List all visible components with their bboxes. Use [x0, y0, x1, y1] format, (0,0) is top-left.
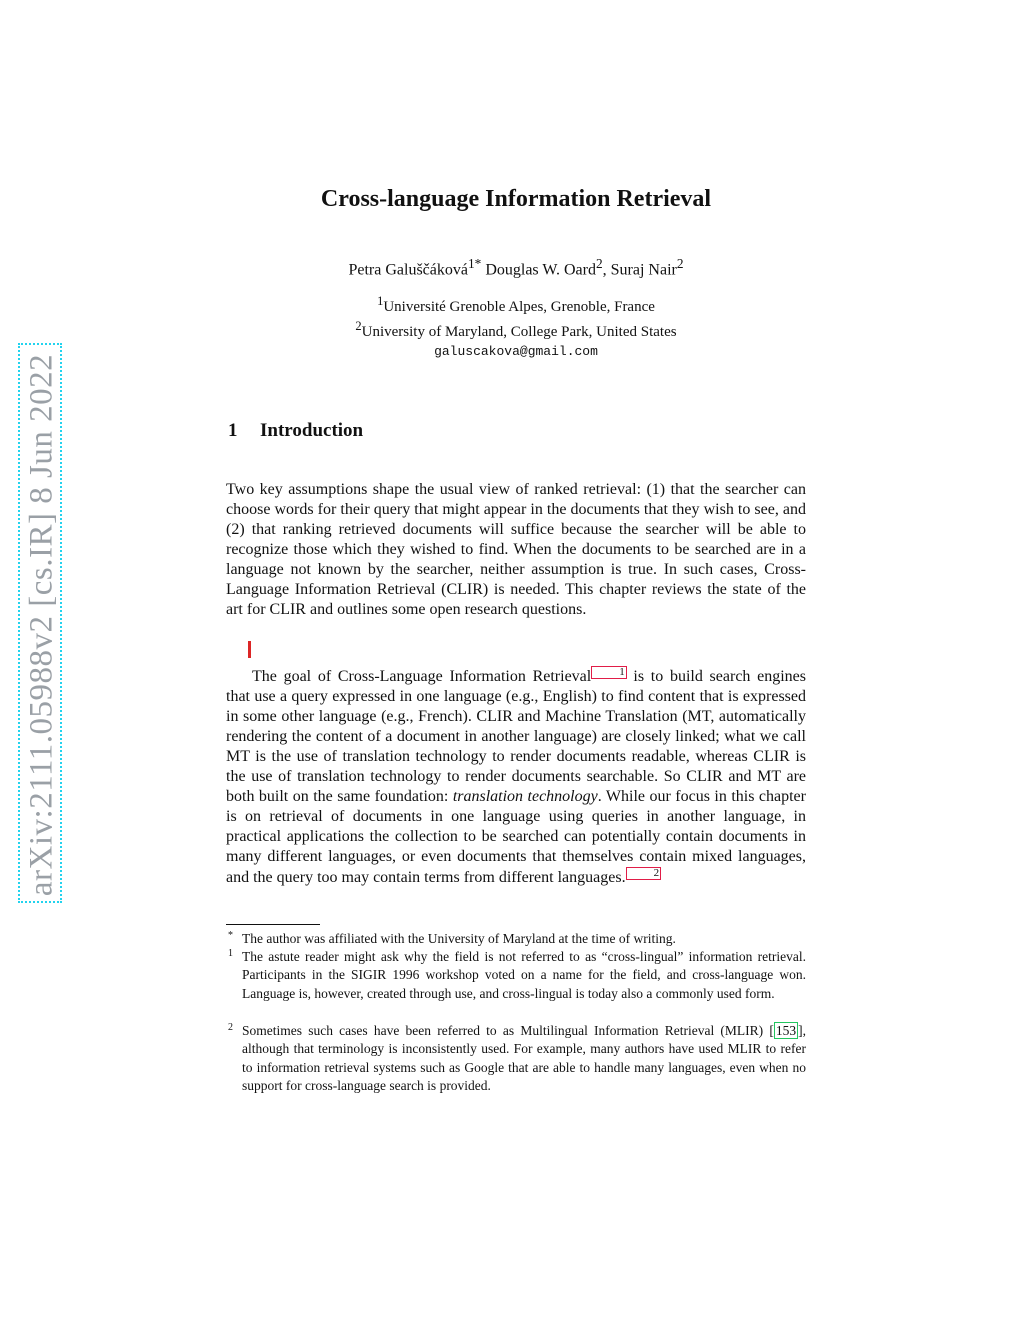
citation-link[interactable]: 153	[775, 1023, 797, 1038]
footnote-mark: 2	[228, 1022, 233, 1033]
author-affil-mark: 1*	[467, 256, 482, 271]
body-paragraph: The goal of Cross-Language Information Retrieval 1 is to build search engines that use a query expressed in one language (e.g., English) to find content that is expressed in some other language (e.g., French). CLIR and Machine Translation (MT, automatically rendering the content of a document in another language) are closely linked; what we call MT is the use of translation technology to render documents readable, whereas CLIR is the use of translation technology to render documents searchable. So CLIR and MT are both built on the same foundation: translation technology. While our focus in this chapter is on retrieval of documents in one language using queries in another language, in practical applications the collection to be searched can potentially contain documents in many different languages, or even documents that themselves contain mixed languages, and the query too may contain terms from different languages. 2	[226, 666, 807, 886]
arxiv-stamp	[18, 343, 62, 903]
footnote-text: The astute reader might ask why the field is not referred to as “cross-lingual” information retrieval. Participants in the SIGIR 1996 workshop voted on a name for the field, and cross-language won. Language is, however, created through use, and cross-lingual is today also a commonly used form.	[242, 949, 806, 1001]
section-heading	[228, 420, 363, 442]
footnote-link[interactable]: 1	[591, 666, 627, 679]
author-list: Petra Galuščáková$^{1*}$ Douglas W. Oard$^2$, Suraj Nair$^2$	[348, 256, 684, 279]
section-title: Introduction	[260, 420, 364, 441]
arxiv-stamp-text: arXiv:2111.05988v2 [cs.IR] 8 Jun 2022	[23, 353, 60, 897]
footnote	[226, 1022, 806, 1095]
paper-title: Cross-language Information Retrieval	[320, 186, 712, 212]
affiliations	[228, 292, 804, 361]
footnote-mark: *	[228, 930, 233, 941]
section-number: 1	[228, 420, 238, 441]
author-affil-mark: 2	[676, 256, 684, 271]
author-name: Douglas W. Oard	[485, 261, 596, 279]
emphasized-term: translation technology	[452, 788, 598, 805]
author-name: Suraj Nair	[610, 261, 677, 279]
contact-email[interactable]: galuscakova@gmail.com	[434, 344, 598, 359]
footnote-rule	[226, 924, 320, 925]
footnote-mark: 1	[228, 948, 233, 959]
body-paragraph: Two key assumptions shape the usual view of ranked retrieval: (1) that the searcher can choose words for their query that might appear in the documents that they wish to see, and (2) that ranking retrieved documents will suffice because the searcher will be able to recognize those which they wished to find. When the documents to be searched are in a language not known by the searcher, neither assumption is true. In such cases, Cross-Language Information Retrieval (CLIR) is needed. This chapter reviews the state of the art for CLIR and outlines some open research questions.	[226, 481, 806, 618]
footnote-text: Sometimes such cases have been referred to as Multilingual Information Retrieval (MLIR) [ 153 ], although that terminology is inconsistently used. For example, many authors have used MLIR to refer to information retrieval systems such as Google that are able to handle many languages, even when no support for cross-language search is provided.	[242, 1023, 806, 1093]
author-name: Petra Galuščáková	[348, 261, 468, 279]
affiliation-line: $^2$University of Maryland, College Park, United States	[355, 319, 677, 340]
change-marker	[248, 641, 251, 658]
author-affil-mark: 2	[595, 256, 603, 271]
footnote-link[interactable]: 2	[626, 867, 662, 880]
footnote	[226, 930, 806, 948]
footnote	[226, 948, 806, 1003]
affiliation-line: $^1$Université Grenoble Alpes, Grenoble, France	[377, 294, 655, 315]
footnote-text: The author was affiliated with the University of Maryland at the time of writing.	[242, 931, 676, 946]
